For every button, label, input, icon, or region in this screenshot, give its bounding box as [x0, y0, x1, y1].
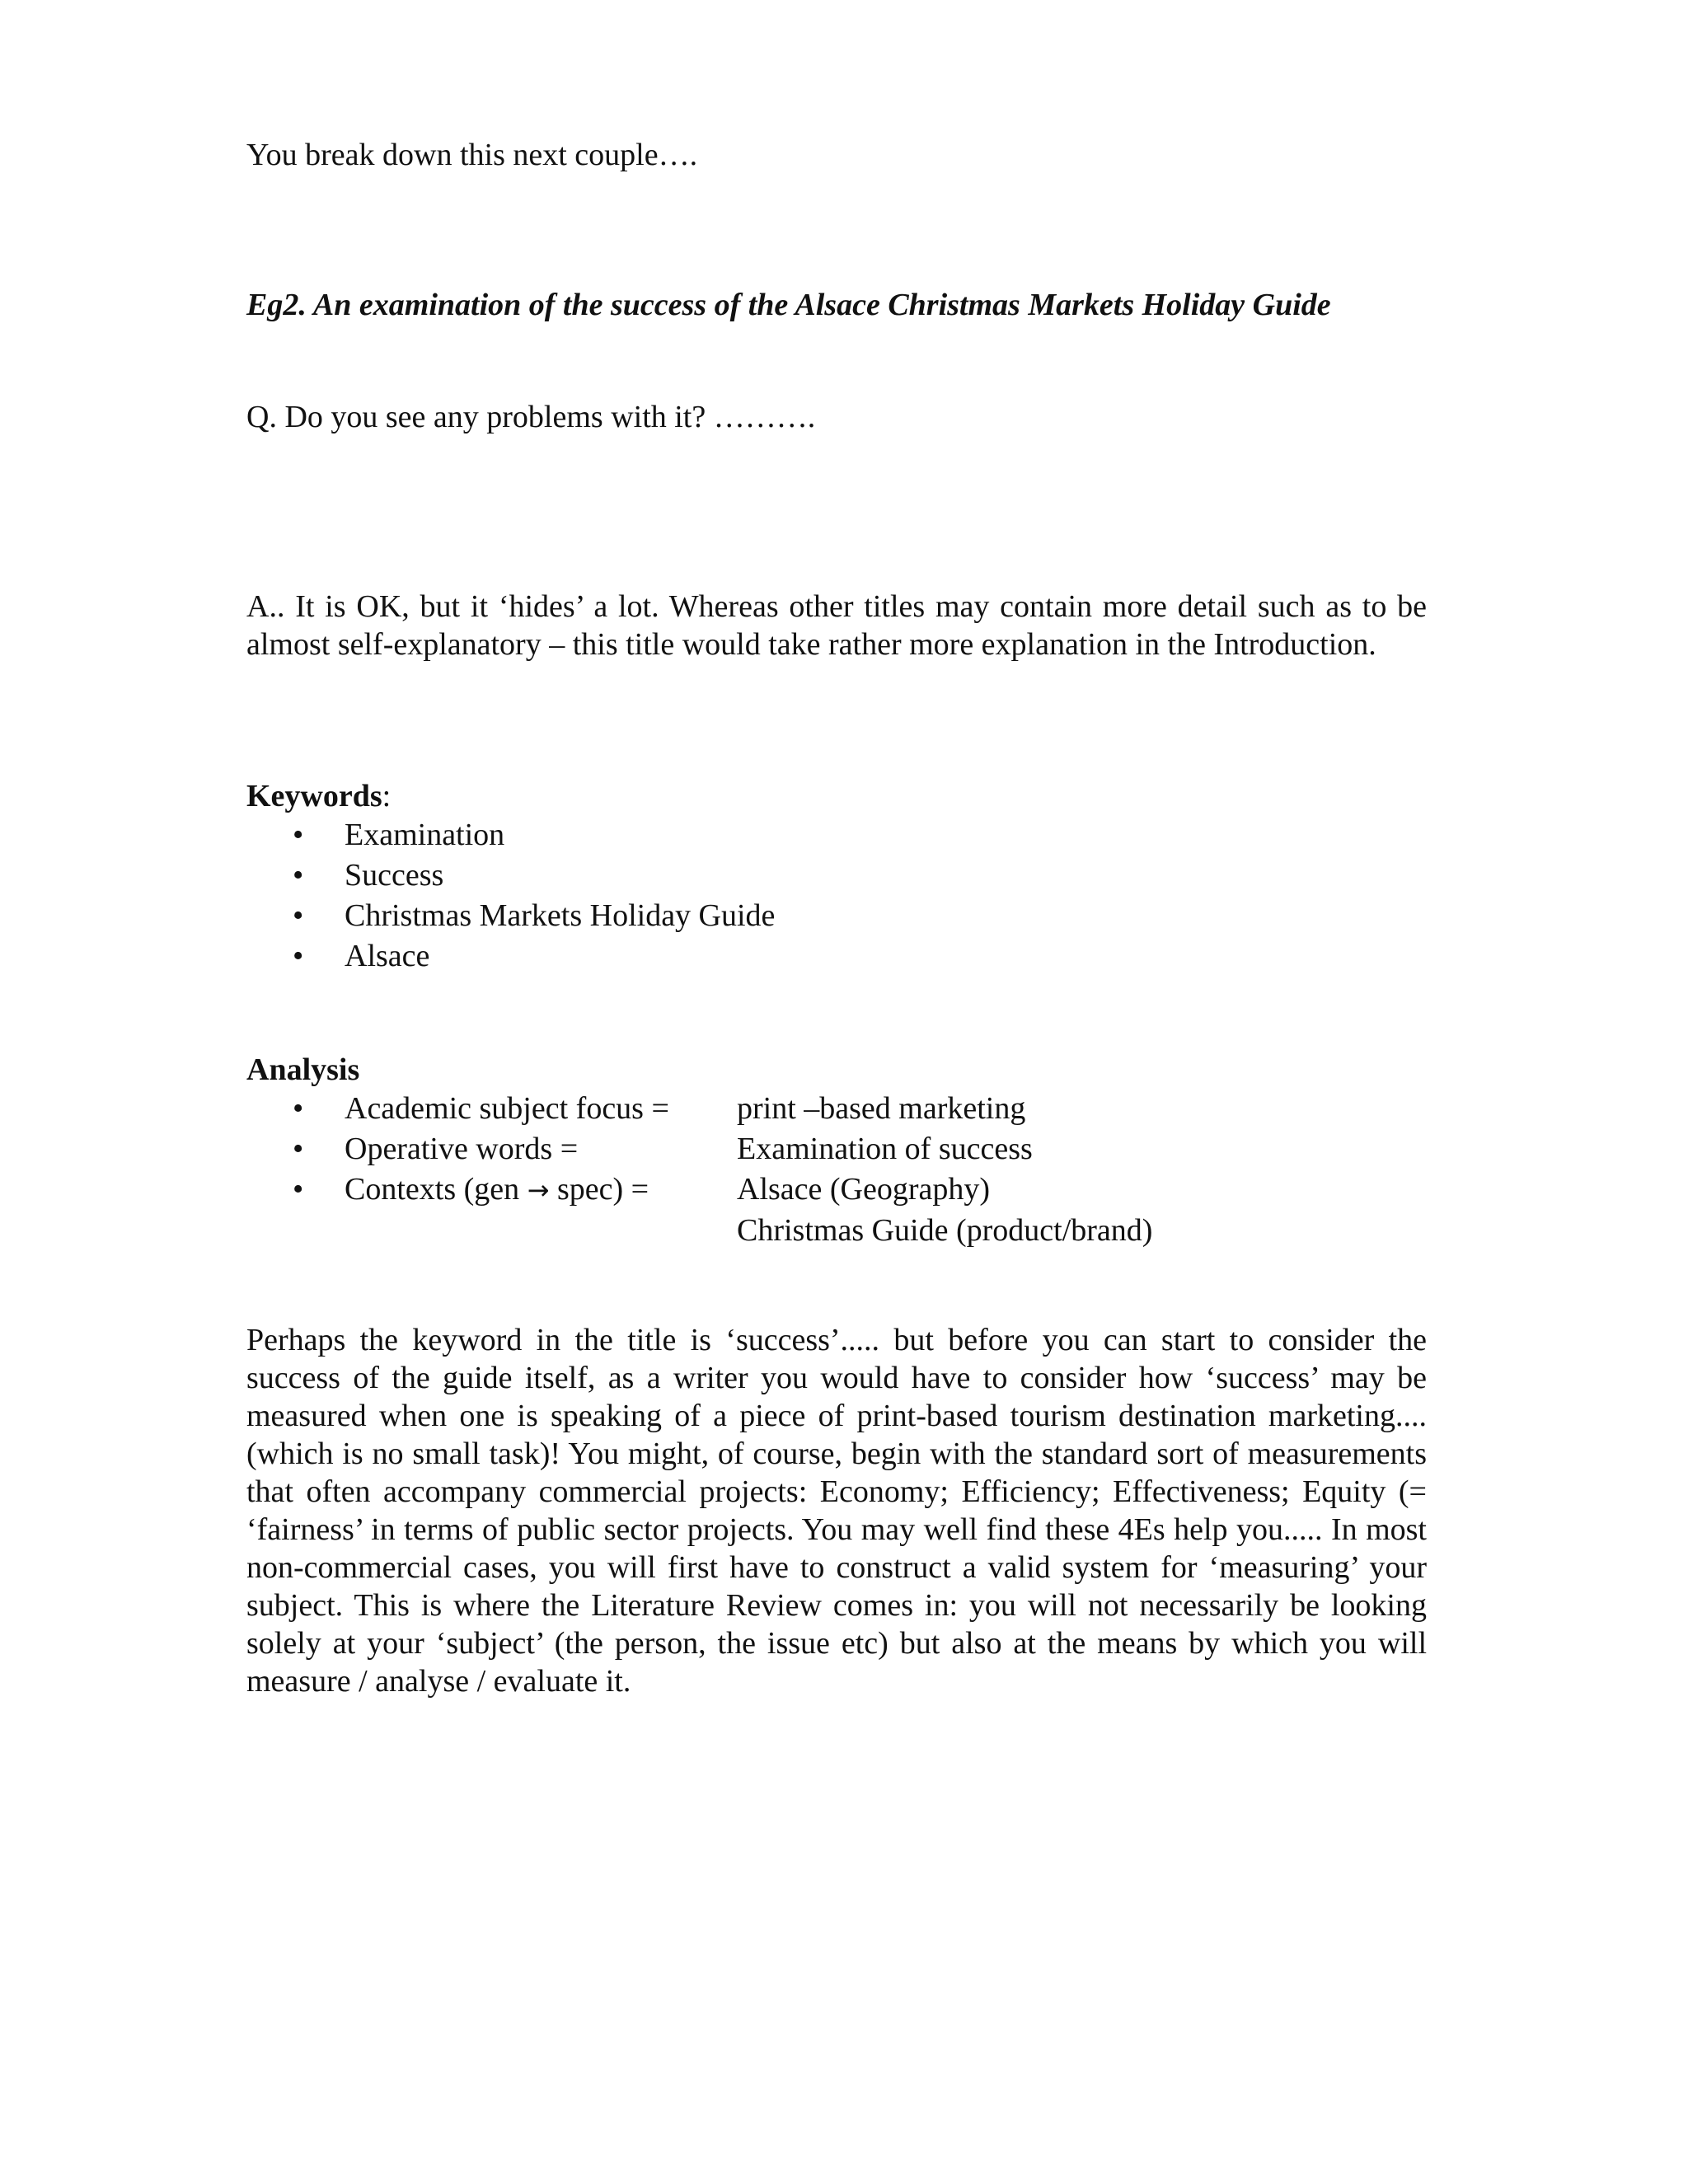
analysis-value: Alsace (Geography)	[737, 1172, 991, 1207]
analysis-value: print –based marketing	[737, 1091, 1026, 1126]
bullet-icon: •	[293, 1091, 304, 1126]
bullet-icon: •	[293, 898, 304, 933]
list-item	[246, 1089, 1152, 1129]
bullet-icon: •	[293, 1172, 304, 1207]
analysis-value: Examination of success	[737, 1132, 1033, 1166]
keyword-text: Success	[345, 858, 444, 893]
analysis-heading: Analysis	[246, 1052, 360, 1087]
bullet-icon: •	[293, 858, 304, 893]
analysis-term: Academic subject focus =	[345, 1091, 669, 1126]
list-item	[246, 855, 775, 896]
question-text: Q. Do you see any problems with it? ……….	[246, 400, 816, 434]
intro-text: You break down this next couple….	[246, 138, 698, 172]
keywords-colon: :	[382, 779, 392, 813]
answer-paragraph: A.. It is OK, but it ‘hides’ a lot. Whereas other titles may contain more detail such as to be almost self-explanatory – this title would take rather more explanation in the Introduction.	[246, 589, 1427, 662]
bullet-icon: •	[293, 1132, 304, 1166]
keyword-text: Alsace	[345, 939, 430, 973]
list-item	[246, 936, 775, 977]
closing-paragraph: Perhaps the keyword in the title is ‘success’..... but before you can start to consider the success of the guide itself, as a writer you would have to consider how ‘success’ may be measured when one is speaking of a piece of print-based tourism destination marketing.... (which is no small task)! You might, of course, begin with the standard sort of measurements that often accompany commercial projects: Economy; Efficiency; Effectiveness; Equity (= ‘fairness’ in terms of public sector projects. You may well find these 4Es help you..... In most non-commercial cases, you will first have to construct a valid system for ‘measuring’ your subject. This is where the Literature Review comes in: you will not necessarily be looking solely at your ‘subject’ (the person, the issue etc) but also at the means by which you will measure / analyse / evaluate it.	[246, 1323, 1427, 1699]
arrow-right-icon: →	[527, 1174, 550, 1206]
term-part: Contexts (gen	[345, 1172, 528, 1207]
keyword-text: Examination	[345, 818, 505, 852]
analysis-list	[246, 1089, 1152, 1251]
analysis-term	[345, 1169, 737, 1211]
keywords-label: Keywords	[246, 779, 382, 813]
bullet-icon: •	[293, 818, 304, 852]
keywords-list	[246, 815, 775, 977]
list-item	[246, 1169, 1152, 1251]
term-part: spec) =	[549, 1172, 649, 1207]
keyword-text: Christmas Markets Holiday Guide	[345, 898, 776, 933]
list-item	[246, 896, 775, 936]
analysis-value-continued: Christmas Guide (product/brand)	[737, 1213, 1153, 1248]
list-item	[246, 815, 775, 855]
bullet-icon: •	[293, 939, 304, 973]
list-item	[246, 1129, 1152, 1169]
example-heading: Eg2. An examination of the success of the Alsace Christmas Markets Holiday Guide	[246, 288, 1331, 322]
analysis-term: Operative words =	[345, 1132, 579, 1166]
keywords-heading	[246, 777, 391, 815]
